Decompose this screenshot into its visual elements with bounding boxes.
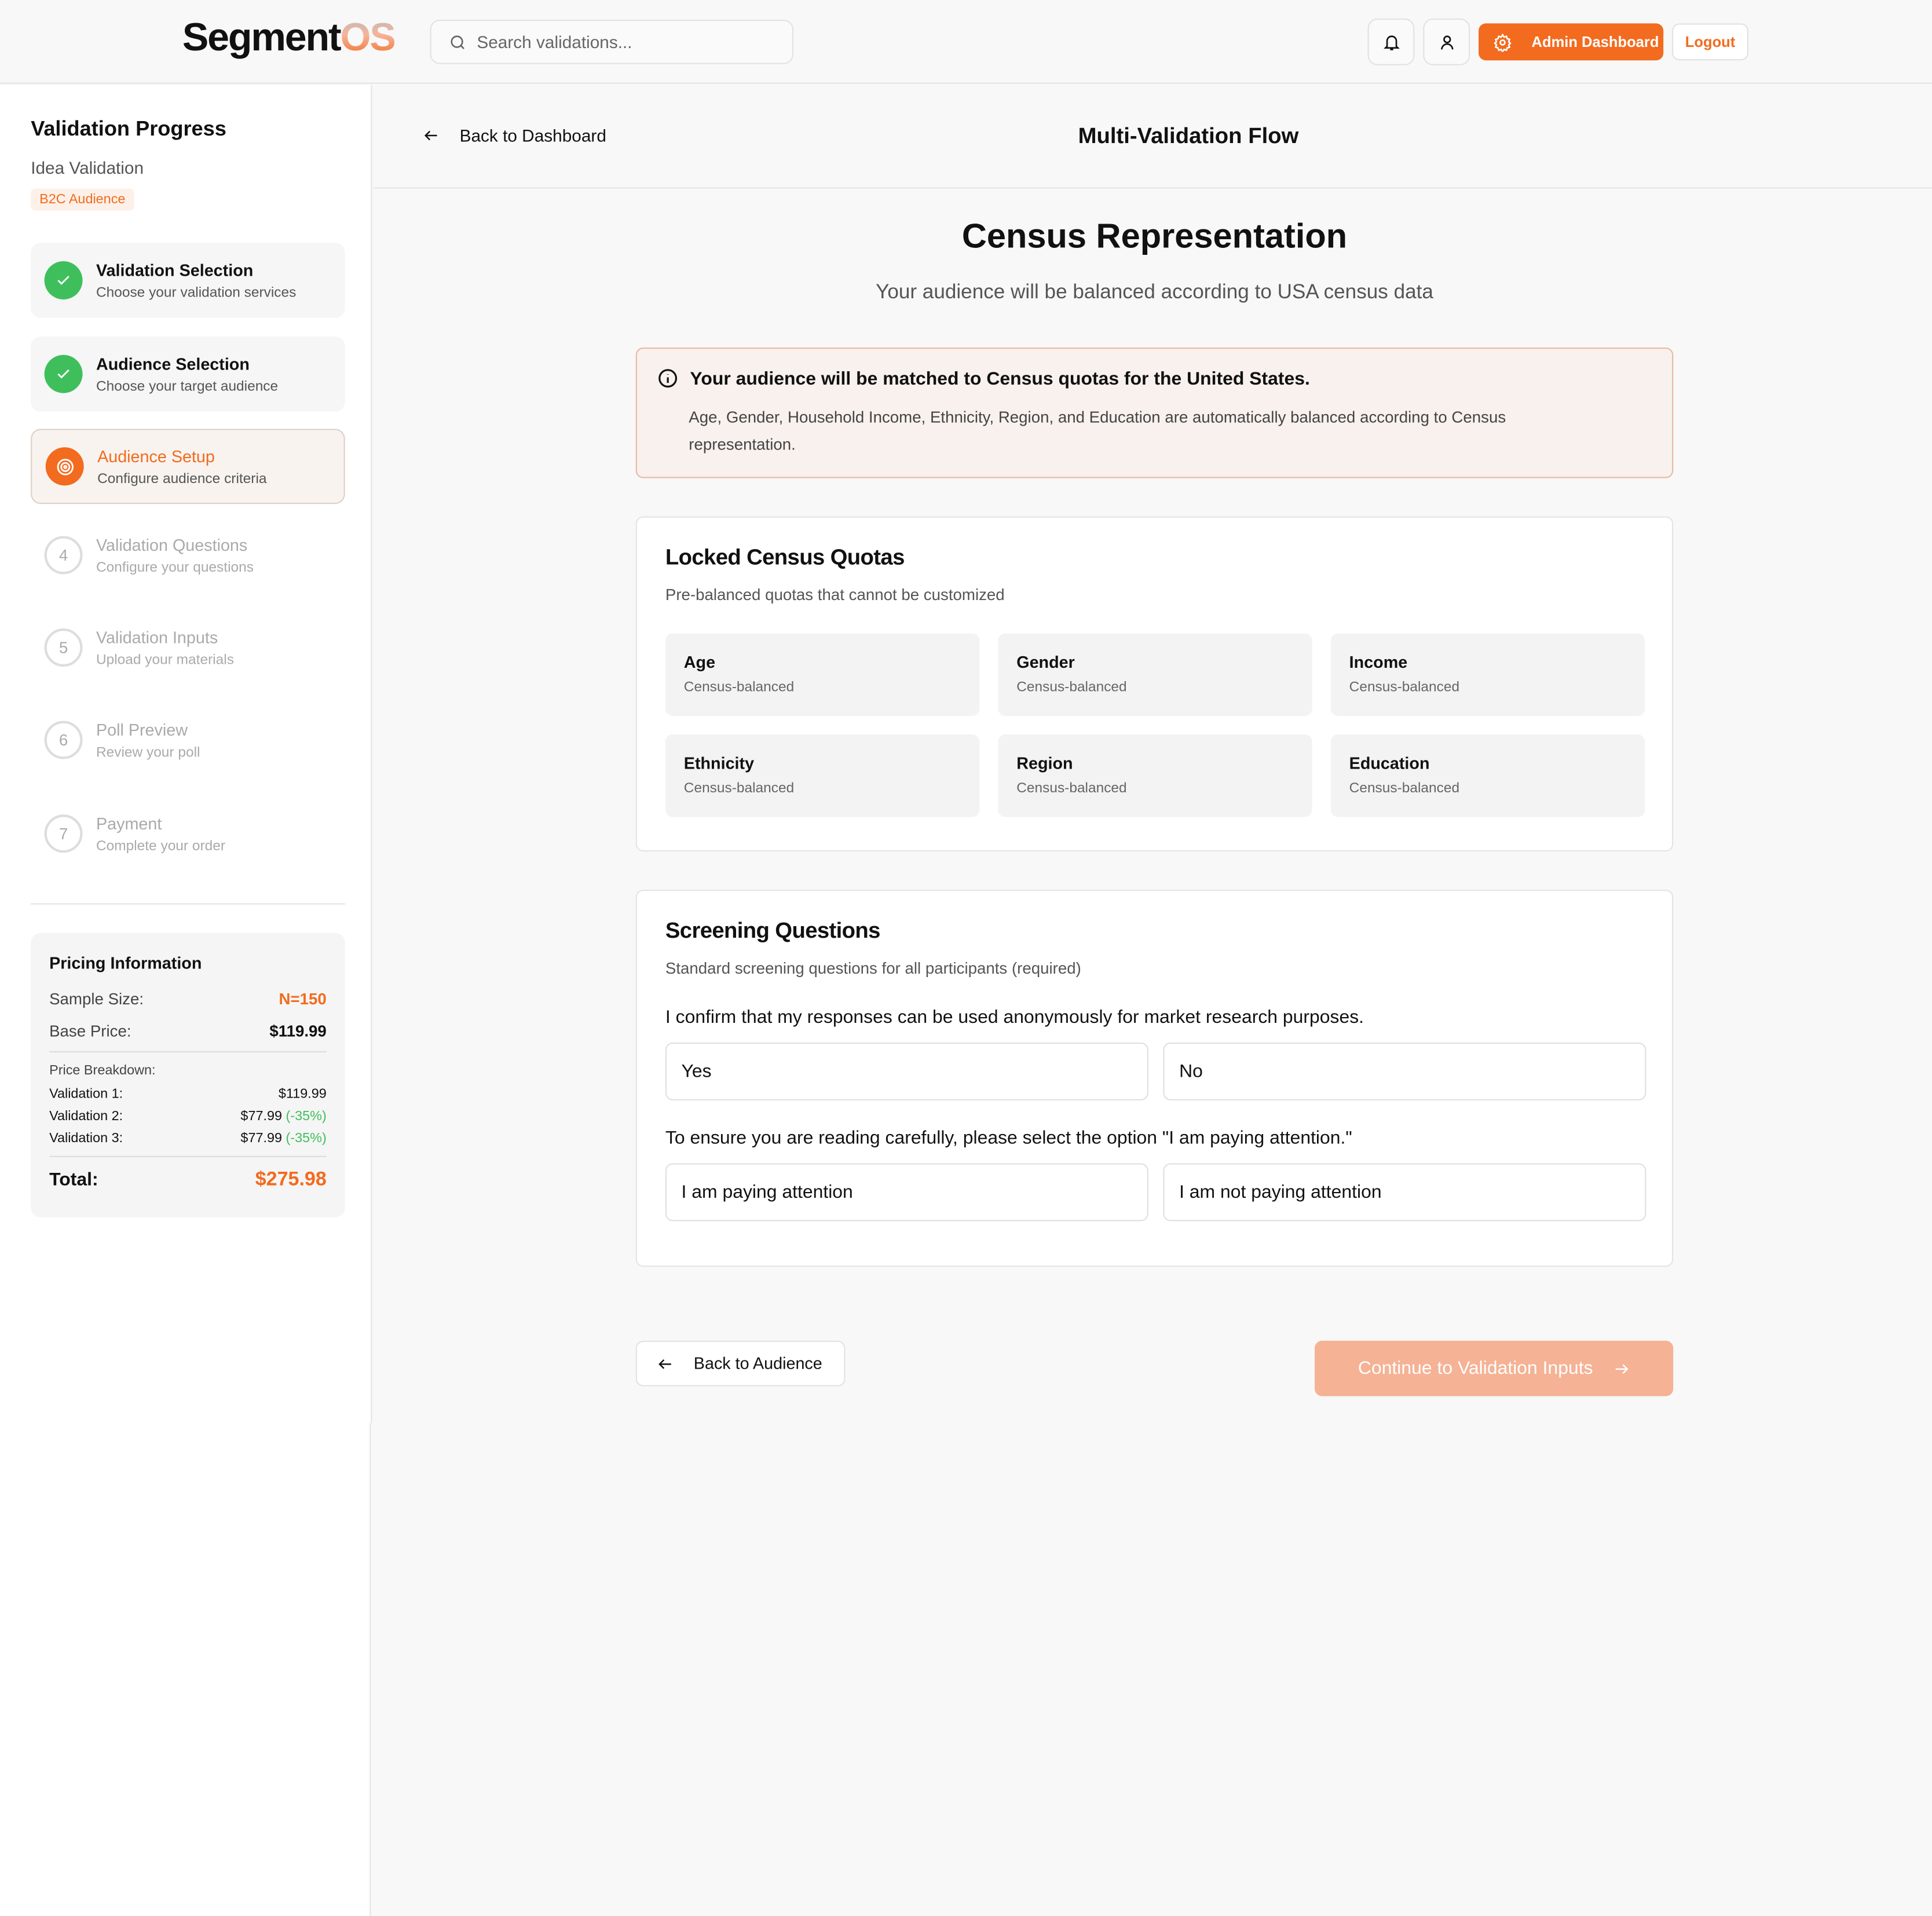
arrow-right-icon — [1613, 1360, 1630, 1377]
quota-ethnicity — [665, 734, 980, 817]
logo[interactable] — [182, 15, 395, 61]
breakdown-row-label: Validation 1: — [49, 1087, 123, 1102]
quota-name: Region — [1016, 754, 1073, 773]
top-header — [0, 0, 1932, 84]
quota-income — [1331, 634, 1645, 716]
step-number: 4 — [45, 536, 83, 574]
option-not-paying-attention[interactable]: I am not paying attention — [1163, 1163, 1646, 1221]
step-title: Validation Inputs — [96, 627, 218, 646]
quota-desc: Census-balanced — [1349, 781, 1460, 796]
page-title: Census Representation — [961, 217, 1348, 255]
sidebar — [0, 85, 372, 1424]
base-price-value: $119.99 — [269, 1021, 327, 1040]
arrow-left-icon — [423, 127, 440, 144]
bell-icon — [1382, 32, 1400, 51]
back-to-audience-button[interactable] — [636, 1341, 846, 1387]
quota-name: Income — [1349, 653, 1408, 672]
step-desc: Complete your order — [96, 838, 225, 854]
step-desc: Choose your validation services — [96, 285, 297, 301]
question-text: I confirm that my responses can be used anonymously for market research purposes. — [665, 1007, 1364, 1028]
screening-title: Screening Questions — [665, 918, 880, 943]
audience-badge: B2C Audience — [31, 189, 134, 211]
continue-button[interactable] — [1315, 1341, 1673, 1396]
quota-gender — [998, 634, 1312, 716]
flow-topbar — [374, 85, 1932, 189]
step-desc: Configure audience criteria — [97, 471, 267, 487]
quota-desc: Census-balanced — [683, 781, 795, 796]
target-icon — [46, 447, 84, 485]
breakdown-row-label: Validation 3: — [49, 1131, 123, 1146]
step-title: Poll Preview — [96, 720, 188, 739]
quota-desc: Census-balanced — [1349, 680, 1460, 695]
step-title: Validation Questions — [96, 535, 248, 554]
step-validation-questions — [31, 518, 345, 593]
option-paying-attention[interactable]: I am paying attention — [665, 1163, 1148, 1221]
back-to-dashboard-link[interactable] — [423, 126, 606, 145]
step-title: Validation Selection — [96, 260, 254, 279]
step-audience-setup[interactable] — [31, 429, 345, 504]
quota-name: Ethnicity — [683, 754, 755, 773]
profile-button[interactable] — [1423, 19, 1470, 65]
step-validation-inputs — [31, 610, 345, 685]
total-value: $275.98 — [255, 1169, 327, 1191]
breakdown-row-value: $77.99 — [240, 1131, 283, 1146]
step-validation-selection[interactable] — [31, 243, 345, 318]
step-number: 6 — [45, 721, 83, 759]
quota-desc: Census-balanced — [1016, 680, 1127, 695]
base-price-label: Base Price: — [49, 1021, 131, 1040]
notifications-button[interactable] — [1368, 19, 1415, 65]
logo-text: Segment — [182, 14, 341, 60]
step-poll-preview — [31, 703, 345, 778]
sidebar-subtitle: Idea Validation — [31, 158, 144, 178]
search-icon — [448, 32, 467, 51]
back-label: Back to Dashboard — [459, 126, 606, 146]
step-desc: Choose your target audience — [96, 379, 279, 394]
arrow-left-icon — [657, 1355, 674, 1372]
discount-label: (-35%) — [286, 1131, 327, 1146]
quota-name: Gender — [1016, 653, 1075, 672]
info-icon — [657, 367, 679, 389]
pricing-panel — [31, 933, 345, 1217]
breakdown-row-value: $119.99 — [278, 1087, 327, 1102]
continue-button-label: Continue to Validation Inputs — [1357, 1358, 1593, 1379]
search-placeholder: Search validations... — [477, 32, 632, 52]
quota-desc: Census-balanced — [683, 680, 795, 695]
breakdown-row-value: $77.99 — [240, 1109, 283, 1124]
locked-quotas-card — [636, 516, 1673, 851]
quotas-subtitle: Pre-balanced quotas that cannot be customized — [665, 585, 1005, 604]
screening-questions-card — [636, 890, 1673, 1267]
search-input[interactable] — [430, 20, 794, 64]
sample-size-value: N=150 — [279, 989, 327, 1008]
page-subtitle: Your audience will be balanced according to USA census data — [876, 281, 1433, 304]
question-text: To ensure you are reading carefully, please select the option "I am paying attention." — [665, 1127, 1352, 1149]
screening-subtitle: Standard screening questions for all participants (required) — [665, 959, 1081, 978]
user-icon — [1437, 32, 1456, 51]
check-icon — [45, 355, 83, 393]
check-icon — [45, 261, 83, 299]
divider — [31, 903, 345, 904]
flow-title: Multi-Validation Flow — [1078, 123, 1299, 148]
option-yes[interactable]: Yes — [665, 1043, 1148, 1100]
quota-region — [998, 734, 1312, 817]
pricing-title: Pricing Information — [49, 953, 202, 972]
option-no[interactable]: No — [1163, 1043, 1646, 1100]
breakdown-row-label: Validation 2: — [49, 1109, 123, 1124]
logout-button[interactable]: Logout — [1672, 23, 1748, 60]
quota-name: Education — [1349, 754, 1430, 773]
quota-age — [665, 634, 980, 716]
sidebar-title: Validation Progress — [31, 117, 226, 141]
sidebar-lower — [0, 1423, 371, 1916]
back-button-label: Back to Audience — [693, 1354, 822, 1373]
step-title: Audience Setup — [97, 447, 215, 466]
quota-name: Age — [683, 653, 716, 672]
step-desc: Review your poll — [96, 745, 200, 760]
info-body: Age, Gender, Household Income, Ethnicity, Region, and Education are automatically balanced according to Census representation. — [689, 408, 1506, 454]
step-desc: Configure your questions — [96, 560, 254, 575]
step-title: Payment — [96, 814, 162, 833]
step-number: 5 — [45, 628, 83, 667]
quota-desc: Census-balanced — [1016, 781, 1127, 796]
step-number: 7 — [45, 814, 83, 853]
sample-size-label: Sample Size: — [49, 989, 144, 1008]
quotas-title: Locked Census Quotas — [665, 544, 905, 569]
step-title: Audience Selection — [96, 354, 250, 373]
breakdown-label: Price Breakdown: — [49, 1063, 156, 1078]
census-info-banner — [636, 348, 1673, 478]
discount-label: (-35%) — [286, 1109, 327, 1124]
step-audience-selection[interactable] — [31, 337, 345, 412]
logo-os: OS — [340, 14, 395, 60]
quota-education — [1331, 734, 1645, 817]
info-title: Your audience will be matched to Census quotas for the United States. — [690, 368, 1310, 389]
step-payment — [31, 796, 345, 871]
step-desc: Upload your materials — [96, 652, 234, 668]
admin-dashboard-button[interactable] — [1479, 23, 1663, 60]
total-label: Total: — [49, 1169, 98, 1191]
gear-icon — [1494, 32, 1512, 51]
admin-label: Admin Dashboard — [1531, 33, 1659, 51]
